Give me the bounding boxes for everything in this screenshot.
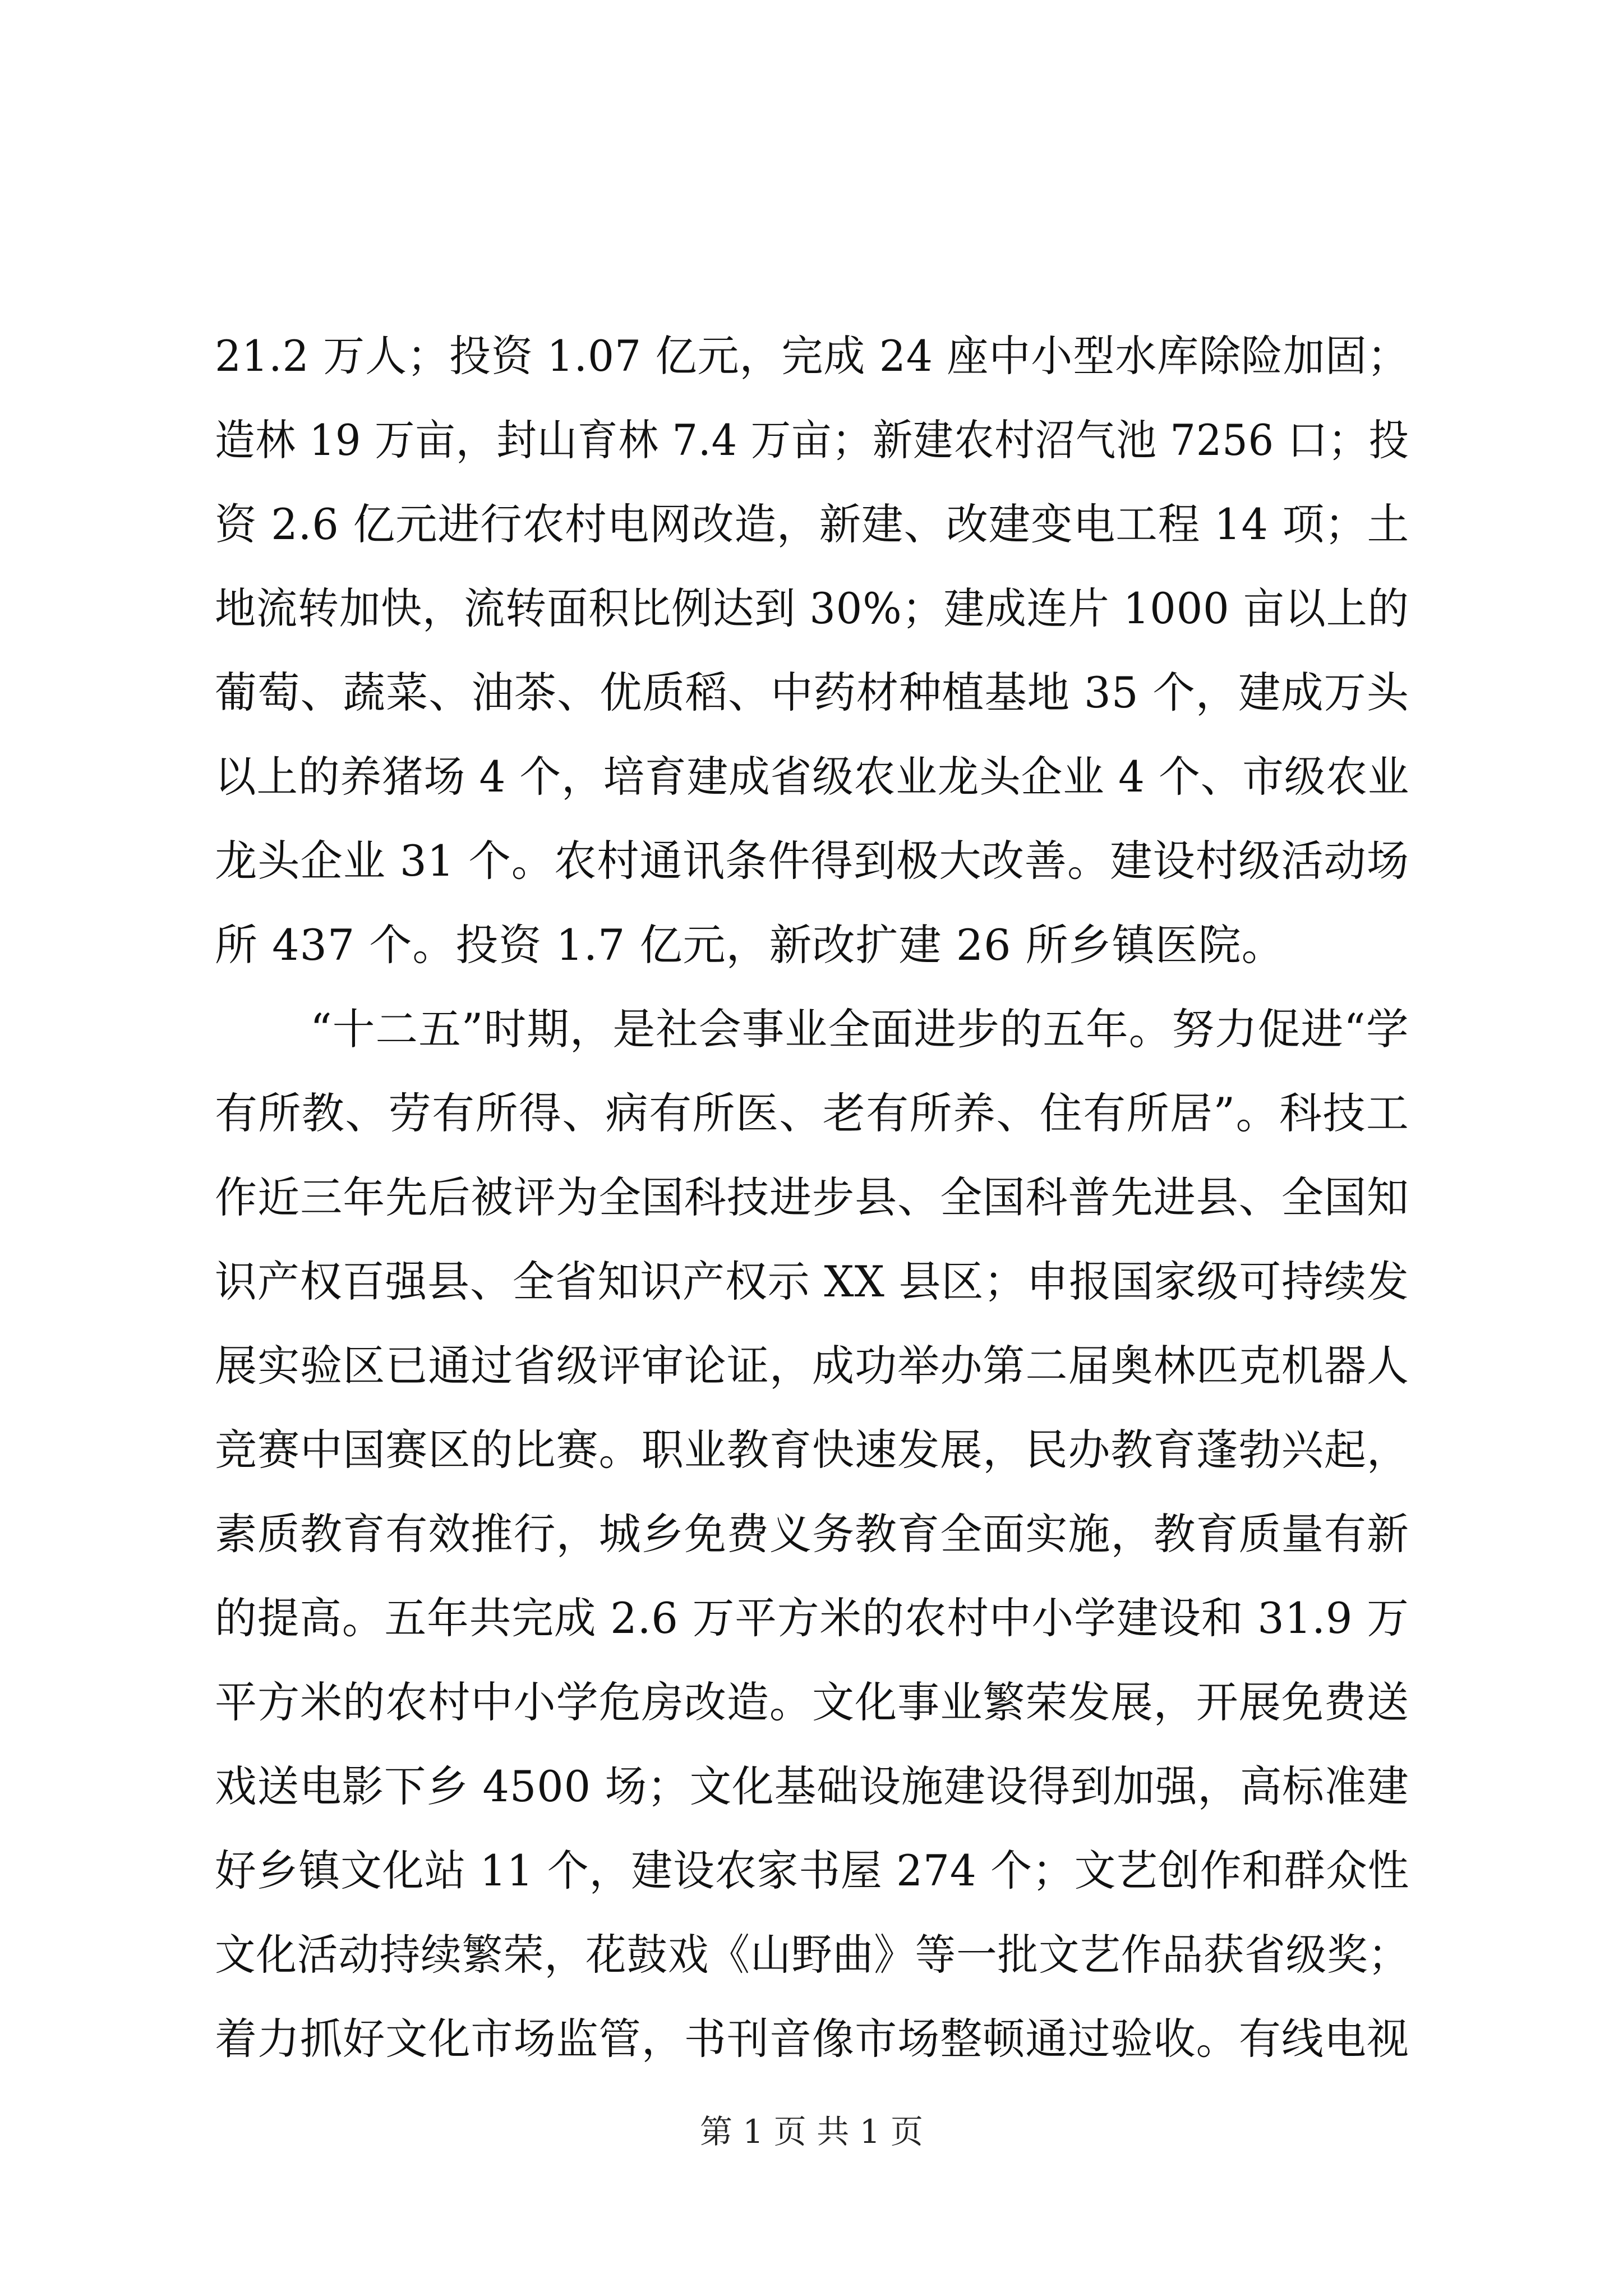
text-line: 平方米的农村中小学危房改造。文化事业繁荣发展，开展免费送	[215, 1677, 1409, 1727]
text-line: 所 437 个。投资 1.7 亿元，新改扩建 26 所乡镇医院。	[215, 920, 1285, 970]
text-line: 戏送电影下乡 4500 场；文化基础设施建设得到加强，高标准建	[215, 1761, 1409, 1811]
text-line: 以上的养猪场 4 个，培育建成省级农业龙头企业 4 个、市级农业	[215, 752, 1410, 802]
text-line: 葡萄、蔬菜、油茶、优质稻、中药材种植基地 35 个，建成万头	[215, 668, 1410, 717]
text-line: 展实验区已通过省级评审论证，成功举办第二届奥林匹克机器人	[215, 1341, 1409, 1391]
text-line: 好乡镇文化站 11 个，建设农家书屋 274 个；文艺创作和群众性	[215, 1846, 1410, 1895]
text-line: 资 2.6 亿元进行农村电网改造，新建、改建变电工程 14 项；土	[215, 499, 1410, 549]
text-line: 有所教、劳有所得、病有所医、老有所养、住有所居”。科技工	[215, 1088, 1410, 1138]
text-line: 的提高。五年共完成 2.6 万平方米的农村中小学建设和 31.9 万	[215, 1593, 1409, 1643]
text-line: 地流转加快，流转面积比例达到 30%；建成连片 1000 亩以上的	[215, 583, 1409, 633]
text-line: 着力抓好文化市场监管，书刊音像市场整顿通过验收。有线电视	[215, 2014, 1409, 2064]
text-line: 素质教育有效推行，城乡免费义务教育全面实施，教育质量有新	[215, 1509, 1409, 1559]
text-line: 竞赛中国赛区的比赛。职业教育快速发展，民办教育蓬勃兴起，	[215, 1425, 1409, 1475]
text-line: 识产权百强县、全省知识产权示 XX 县区；申报国家级可持续发	[215, 1257, 1409, 1306]
paragraph-first-line: “十二五”时期，是社会事业全面进步的五年。努力促进“学	[310, 1004, 1409, 1054]
page-number-footer: 第 1 页 共 1 页	[700, 2113, 923, 2151]
text-line: 造林 19 万亩，封山育林 7.4 万亩；新建农村沼气池 7256 口；投	[215, 415, 1409, 465]
text-line: 21.2 万人；投资 1.07 亿元，完成 24 座中小型水库除险加固；	[215, 331, 1409, 381]
text-line: 作近三年先后被评为全国科技进步县、全国科普先进县、全国知	[215, 1172, 1409, 1222]
text-line: 文化活动持续繁荣，花鼓戏《山野曲》等一批文艺作品获省级奖；	[215, 1930, 1409, 1980]
text-line: 龙头企业 31 个。农村通讯条件得到极大改善。建设村级活动场	[215, 836, 1410, 886]
